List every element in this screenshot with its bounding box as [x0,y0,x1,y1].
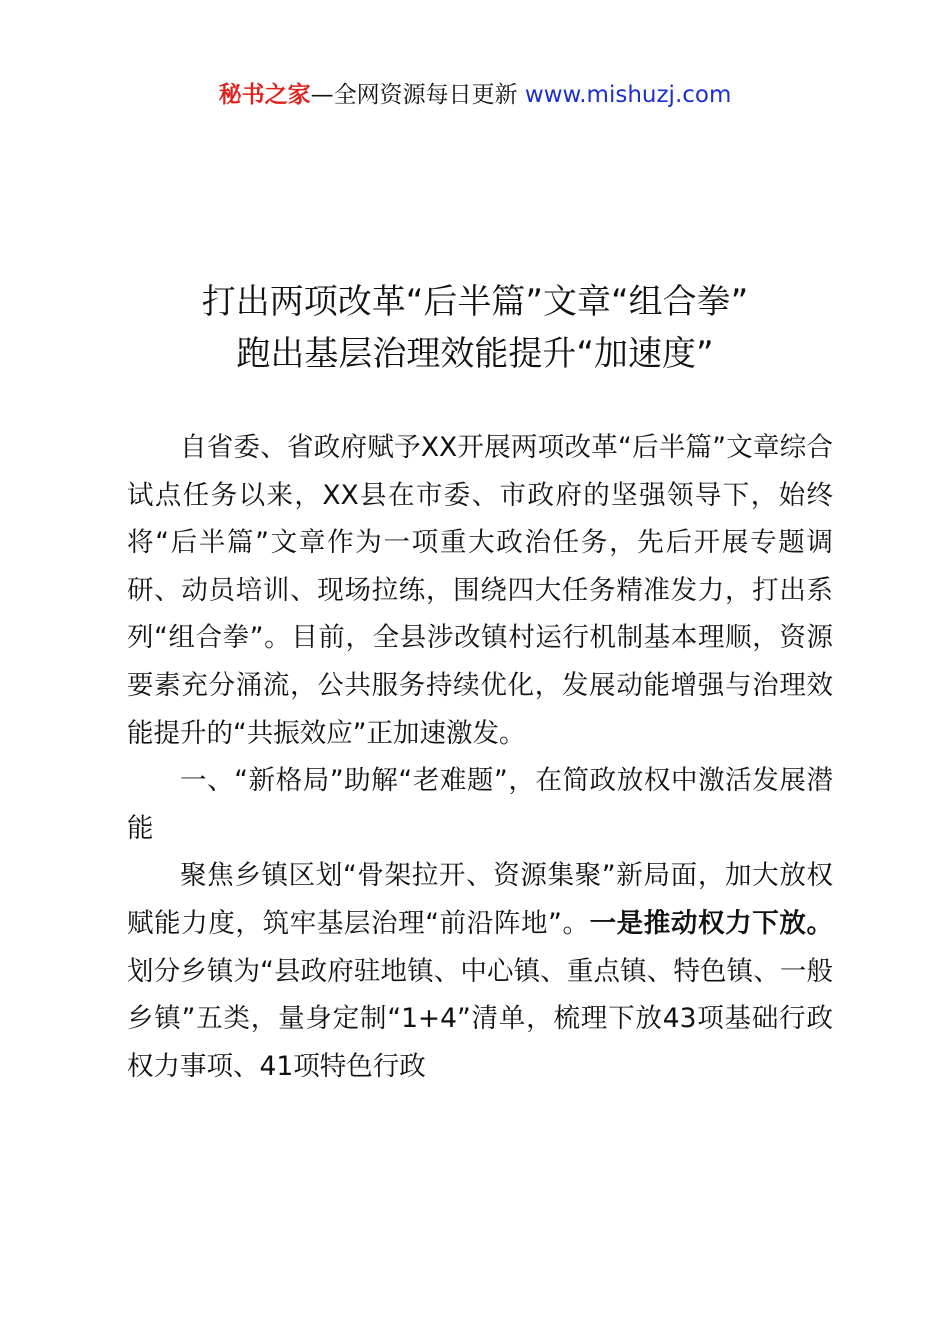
title-line-1: 打出两项改革“后半篇”文章“组合拳” [201,282,749,322]
paragraph-section-1 [127,852,833,1090]
title-line-2: 跑出基层治理效能提升“加速度” [236,334,714,374]
section-heading-1: 一、“新格局”助解“老难题”，在简政放权中激活发展潜能 [127,765,833,844]
article-body [127,424,833,1090]
site-brand: 秘书之家 [218,82,311,108]
paragraph-section-1-bold: 一是推动权力下放。 [589,907,833,939]
site-tagline: —全网资源每日更新 [310,82,525,108]
site-header [0,78,950,112]
site-url-link[interactable]: www.mishuzj.com [524,82,732,108]
paragraph-intro: 自省委、省政府赋予XX开展两项改革“后半篇”文章综合试点任务以来，XX县在市委、市政府的坚强领导下，始终将“后半篇”文章作为一项重大政治任务，先后开展专题调研、动员培训、现场拉练，围绕四大任务精准发力，打出系列“组合拳”。目前，全县涉改镇村运行机制基本理顺，资源要素充分涌流，公共服务持续优化，发展动能增强与治理效能提升的“共振效应”正加速激发。 [127,432,833,749]
article-title [0,276,950,380]
paragraph-section-1-lead: 聚焦乡镇区划“骨架拉开、资源集聚”新局面，加大放权赋能力度，筑牢基层治理“前沿阵地”。 [127,860,833,939]
paragraph-section-1-rest: 划分乡镇为“县政府驻地镇、中心镇、重点镇、特色镇、一般乡镇”五类，量身定制“1+4”清单，梳理下放43项基础行政权力事项、41项特色行政 [127,955,833,1082]
